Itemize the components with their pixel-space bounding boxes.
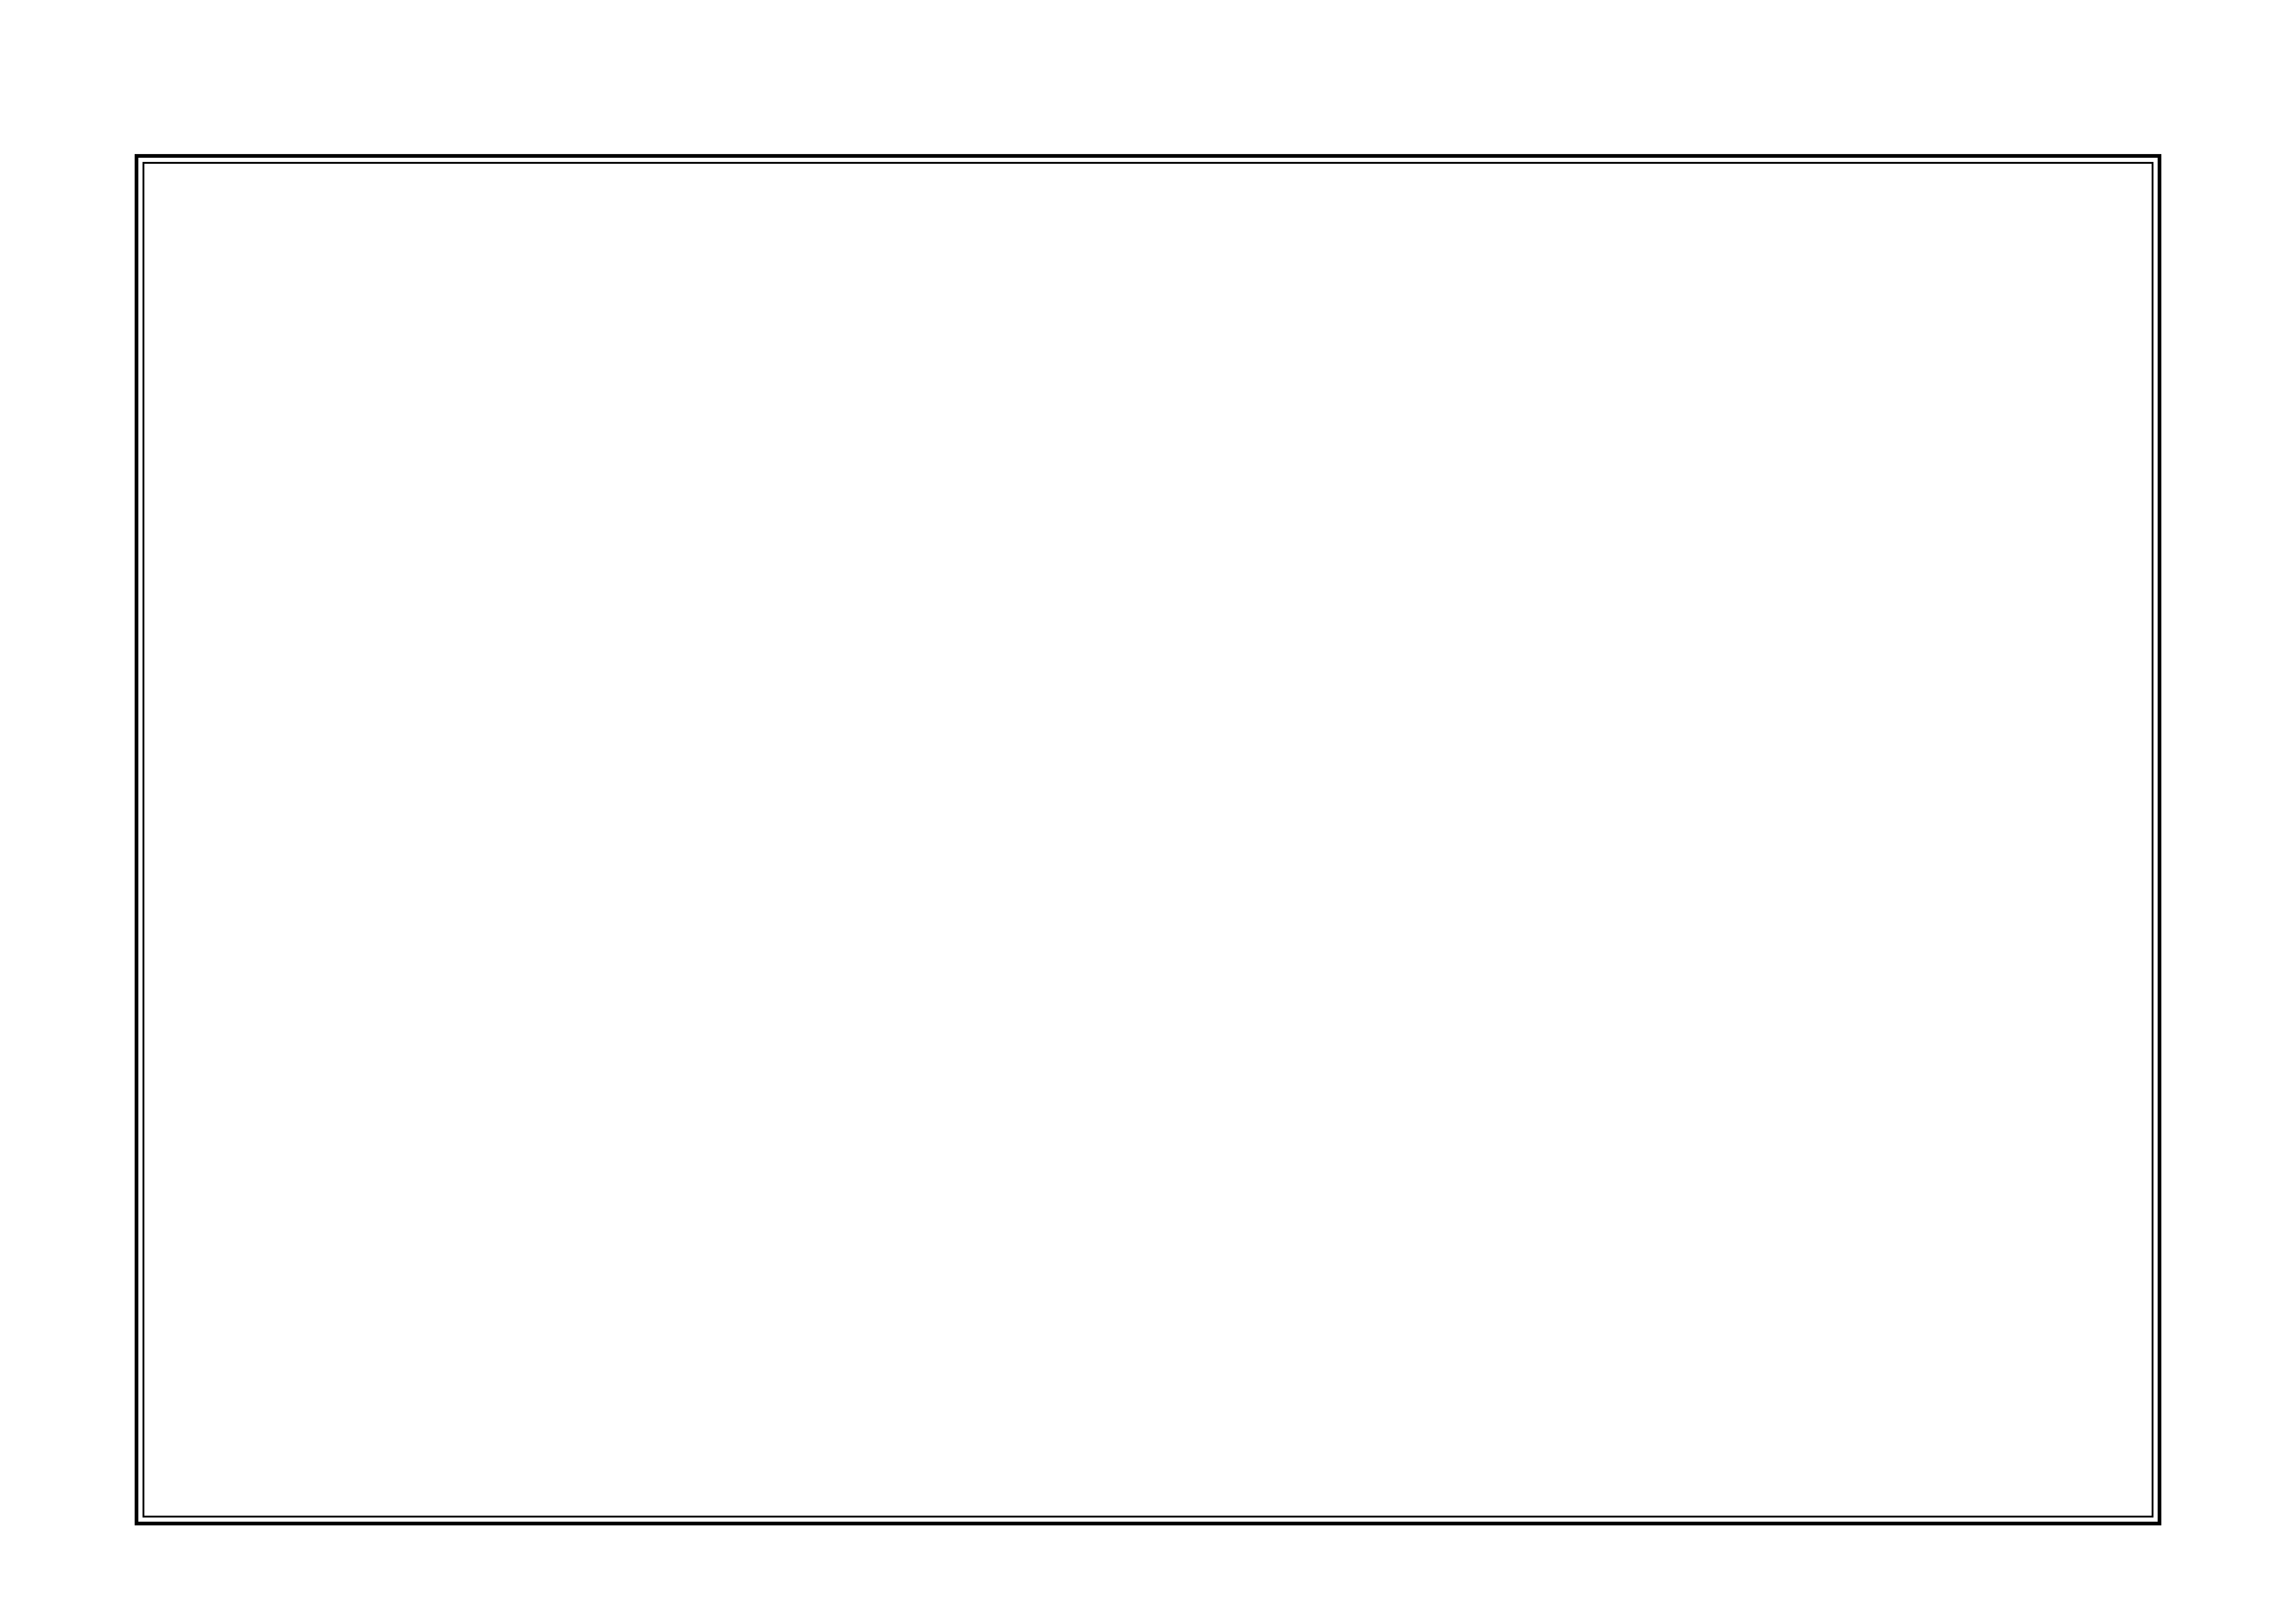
title-block xyxy=(1078,162,1226,1518)
